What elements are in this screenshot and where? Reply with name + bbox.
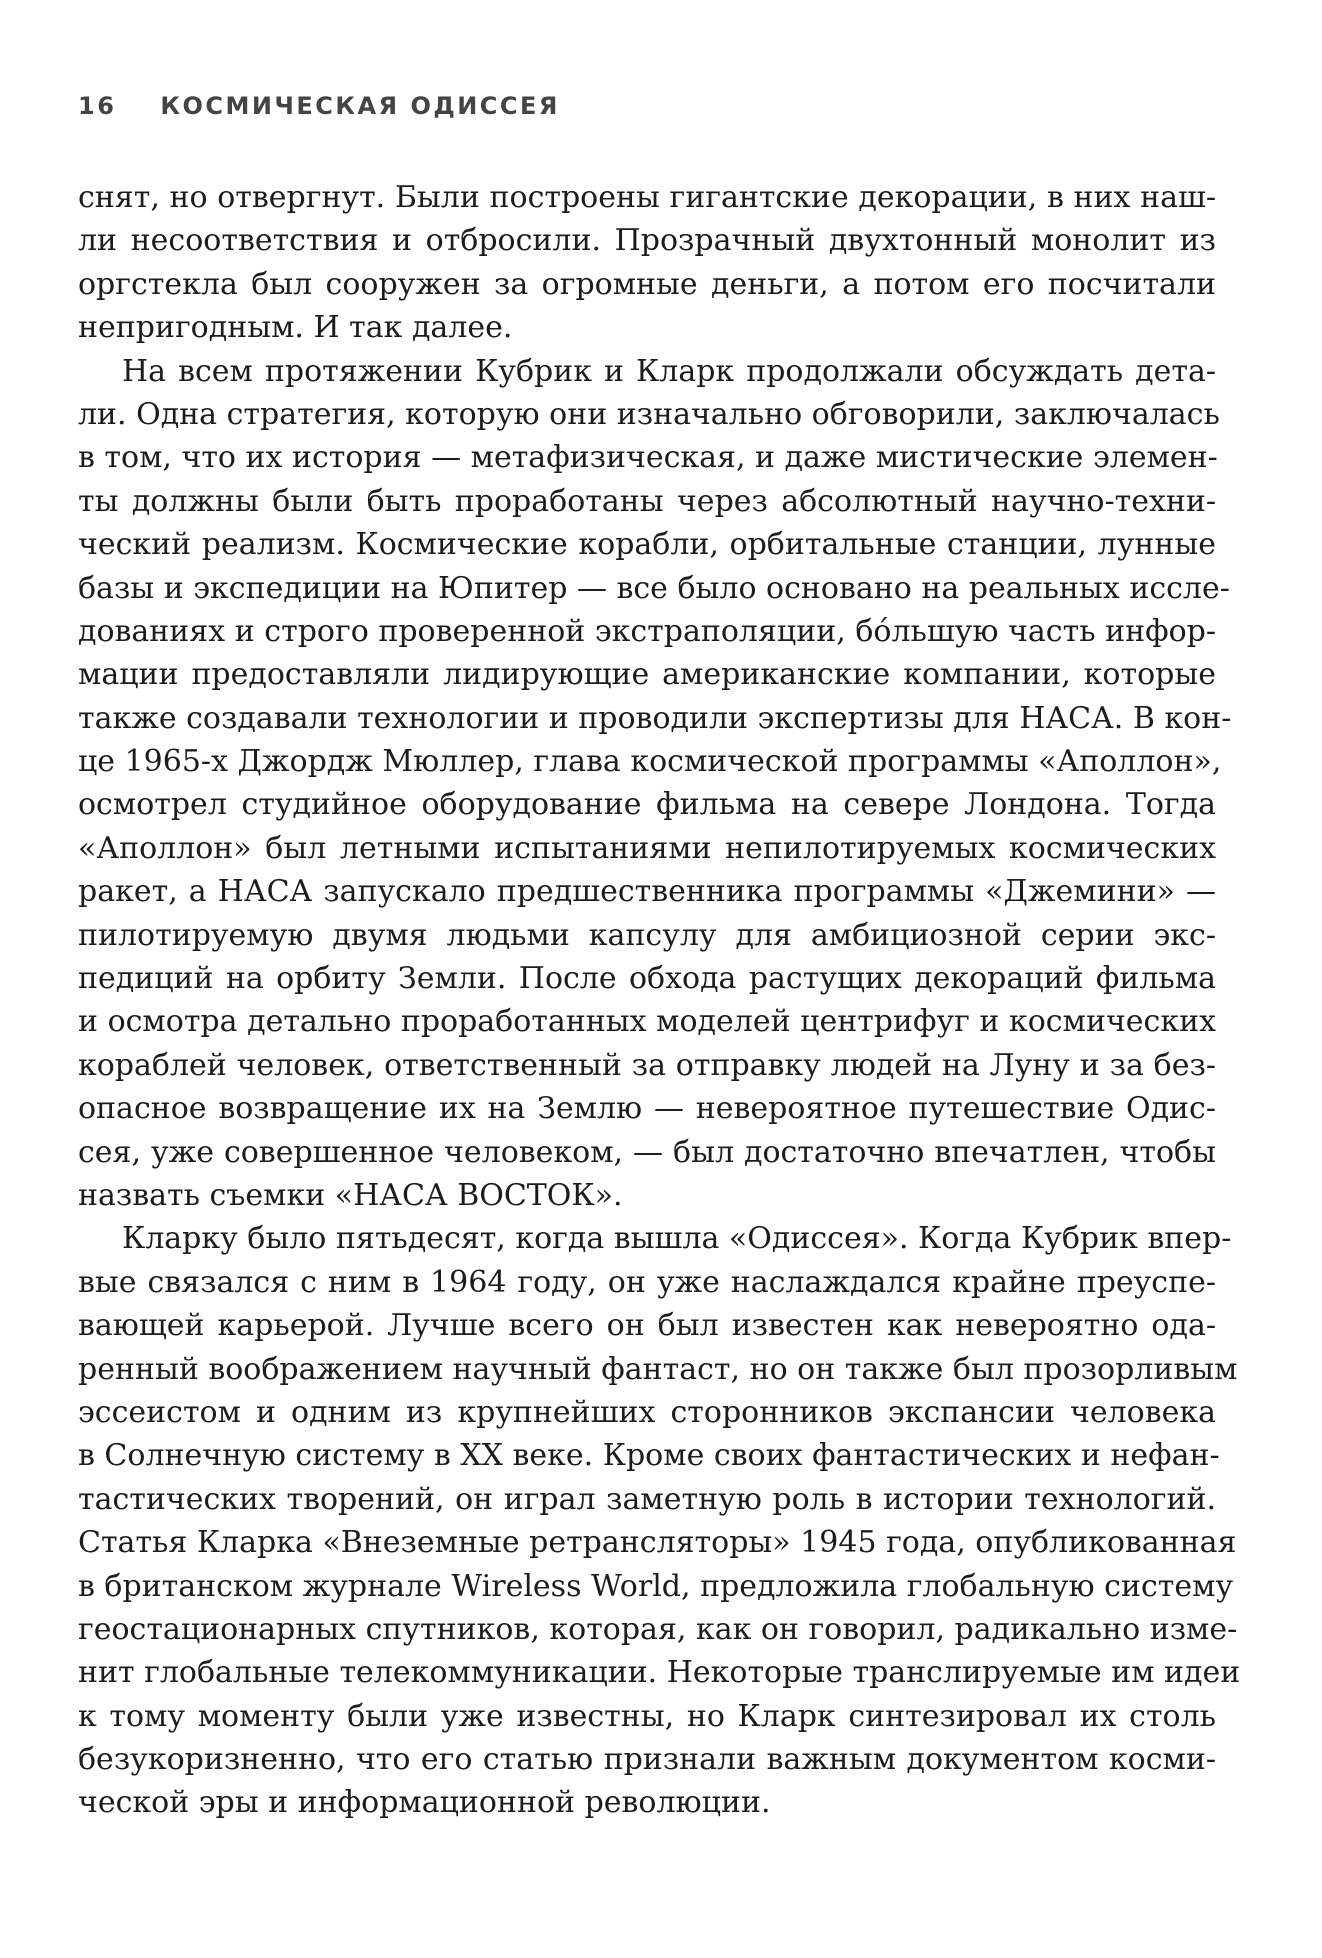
- text-line: пилотируемую двумя людьми капсулу для амбициозной серии экс-: [78, 917, 1216, 953]
- text-line: На всем протяжении Кубрик и Кларк продолжали обсуждать дета-: [122, 353, 1216, 389]
- body-text: [78, 176, 1241, 1825]
- text-line: вые связался с ним в 1964 году, он уже наслаждался крайне преуспе-: [78, 1264, 1216, 1300]
- text-line: и осмотра детально проработанных моделей центрифуг и космических: [78, 1004, 1216, 1040]
- paragraph: [78, 1217, 1241, 1824]
- text-line: в том, что их история — метафизическая, и даже мистические элемен-: [78, 440, 1218, 476]
- text-line: нит глобальные телекоммуникации. Некоторые транслируемые им идеи: [78, 1655, 1241, 1691]
- text-line: в Солнечную систему в XX веке. Кроме своих фантастических и нефан-: [78, 1438, 1220, 1474]
- page-number: 16: [78, 92, 117, 120]
- text-line: ли. Одна стратегия, которую они изначально обговорили, заключалась: [78, 396, 1220, 432]
- text-line: в британском журнале Wireless World, предложила глобальную систему: [78, 1568, 1234, 1604]
- running-head-title: КОСМИЧЕСКАЯ ОДИССЕЯ: [160, 92, 560, 120]
- text-line: це 1965-х Джордж Мюллер, глава космической программы «Аполлон»,: [78, 744, 1222, 780]
- text-line: ческий реализм. Космические корабли, орбитальные станции, лунные: [78, 527, 1216, 563]
- paragraph: [78, 350, 1232, 1218]
- text-line: вающей карьерой. Лучше всего он был известен как невероятно ода-: [78, 1308, 1216, 1344]
- text-line: Статья Кларка «Внеземные ретрансляторы» 1945 года, опубликованная: [78, 1525, 1237, 1561]
- text-line: ты должны были быть проработаны через абсолютный научно-техни-: [78, 483, 1216, 519]
- text-line: тастических творений, он играл заметную роль в истории технологий.: [78, 1481, 1216, 1517]
- text-line: ренный воображением научный фантаст, но он также был прозорливым: [78, 1351, 1238, 1387]
- text-line: опасное возвращение их на Землю — невероятное путешествие Одис-: [78, 1091, 1216, 1127]
- text-line: Кларку было пятьдесят, когда вышла «Одиссея». Когда Кубрик впер-: [122, 1221, 1232, 1257]
- text-line: мации предоставляли лидирующие американские компании, которые: [78, 657, 1216, 693]
- text-line: ракет, а НАСА запускало предшественника программы «Джемини» —: [78, 874, 1216, 910]
- text-line: базы и экспедиции на Юпитер — все было основано на реальных иссле-: [78, 570, 1230, 606]
- text-line: педиций на орбиту Земли. После обхода растущих декораций фильма: [78, 961, 1216, 997]
- text-line: эссеистом и одним из крупнейших сторонников экспансии человека: [78, 1394, 1216, 1430]
- text-line: ческой эры и информационной революции.: [78, 1785, 771, 1821]
- paragraph: [78, 176, 1216, 350]
- text-line: сея, уже совершенное человеком, — был достаточно впечатлен, чтобы: [78, 1134, 1216, 1170]
- text-line: ли несоответствия и отбросили. Прозрачный двухтонный монолит из: [78, 223, 1216, 259]
- text-line: также создавали технологии и проводили экспертизы для НАСА. В кон-: [78, 700, 1232, 736]
- text-line: оргстекла был сооружен за огромные деньги, а потом его посчитали: [78, 266, 1216, 302]
- text-line: дованиях и строго проверенной экстраполяции, бóльшую часть инфор-: [78, 613, 1216, 649]
- text-line: к тому моменту были уже известны, но Кларк синтезировал их столь: [78, 1698, 1216, 1734]
- text-line: назвать съемки «НАСА ВОСТОК».: [78, 1177, 623, 1213]
- text-line: кораблей человек, ответственный за отправку людей на Луну и за без-: [78, 1047, 1216, 1083]
- text-line: безукоризненно, что его статью признали важным документом косми-: [78, 1742, 1216, 1778]
- text-line: «Аполлон» был летными испытаниями непилотируемых космических: [78, 830, 1216, 866]
- text-line: непригодным. И так далее.: [78, 310, 513, 346]
- running-head: [78, 86, 560, 126]
- text-line: снят, но отвергнут. Были построены гигантские декорации, в них наш-: [78, 180, 1216, 215]
- text-line: геостационарных спутников, которая, как он говорил, радикально изме-: [78, 1611, 1238, 1647]
- text-line: осмотрел студийное оборудование фильма на севере Лондона. Тогда: [78, 787, 1216, 823]
